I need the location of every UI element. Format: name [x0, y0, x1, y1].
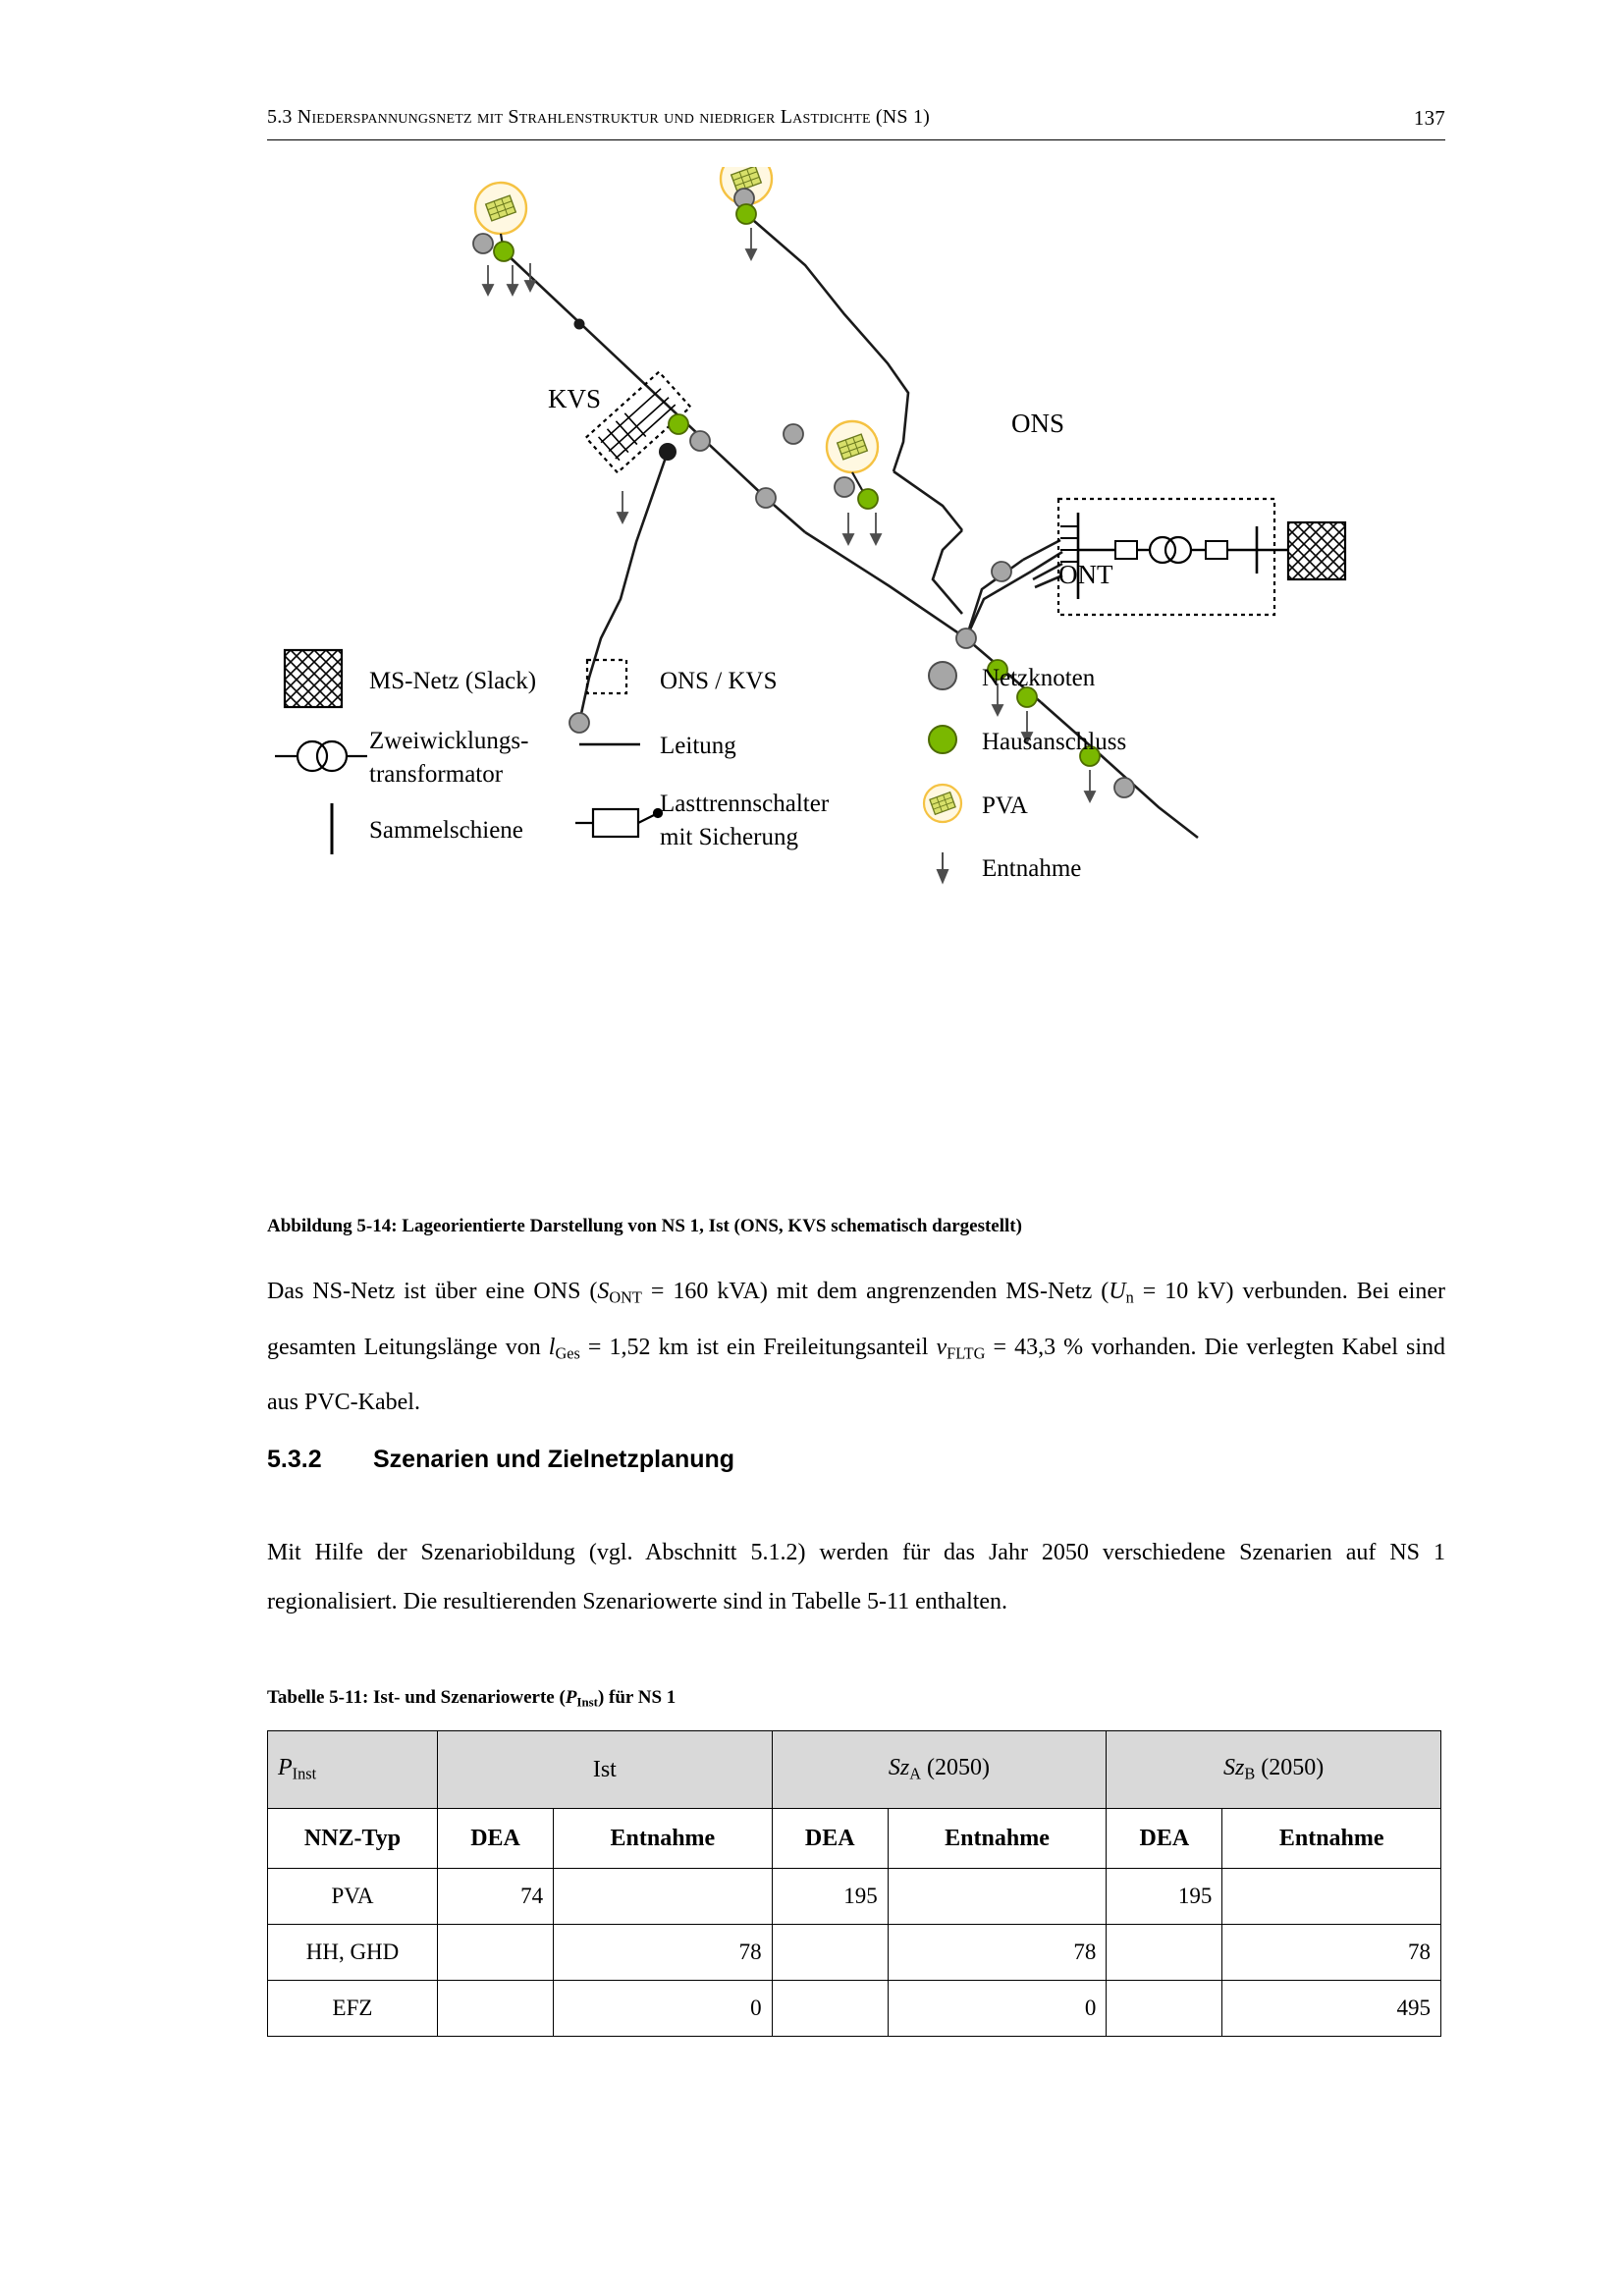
ons-box — [1058, 499, 1288, 615]
corner-sub: Inst — [292, 1764, 317, 1783]
legend-two-winding-transformer-icon — [275, 741, 367, 771]
p1-l-sub: Ges — [555, 1343, 580, 1363]
group-szb-sub: B — [1244, 1764, 1256, 1783]
kvs-terminal — [659, 443, 677, 461]
entnahme-arrow-top — [746, 228, 756, 259]
table-scenario-values — [267, 1730, 1441, 2037]
table-row — [268, 1925, 1441, 1981]
subheader-nnz-typ: NNZ-Typ — [268, 1809, 438, 1869]
legend-label-ons-kvs: ONS / KVS — [660, 668, 778, 694]
legend-label-lasttrennschalter-2: mit Sicherung — [660, 824, 798, 850]
legend-grey-circle-icon — [929, 662, 956, 689]
hausanschluss — [736, 204, 756, 224]
cell-sza-dea — [772, 1981, 888, 2037]
p1-l-sym: l — [548, 1334, 556, 1360]
legend-label-pva: PVA — [982, 793, 1028, 819]
legend-green-circle-icon — [929, 726, 956, 753]
tc-t1: Tabelle 5-11: Ist- und Szenariowerte ( — [267, 1687, 566, 1708]
netzknoten — [569, 713, 589, 733]
corner-sym: P — [278, 1755, 293, 1781]
cell-ist-ent — [554, 1869, 773, 1925]
p1-v-sym: v — [936, 1334, 947, 1360]
figure-legend — [275, 650, 1126, 882]
cell-ist-ent: 78 — [554, 1925, 773, 1981]
table-row — [268, 1981, 1441, 2037]
section-heading-5-3-2 — [267, 1446, 1445, 1474]
figure-network-diagram — [255, 167, 1394, 1208]
netzknoten — [690, 431, 710, 451]
hausanschluss — [858, 489, 878, 509]
table-group-ist — [438, 1731, 773, 1809]
legend-label-transformer-2: transformator — [369, 761, 504, 788]
entnahme-arrows-upper-left — [483, 263, 535, 295]
subheader-entnahme-sza: Entnahme — [888, 1809, 1107, 1869]
cell-sza-dea: 195 — [772, 1869, 888, 1925]
p1-s-sym: S — [597, 1279, 610, 1304]
tc-p-sym: P — [565, 1687, 577, 1708]
group-sza-suffix: (2050) — [921, 1755, 991, 1781]
subheader-dea-sza: DEA — [772, 1809, 888, 1869]
table-caption — [267, 1687, 1445, 1711]
p1-t5: = 43,3 % vorhanden. Die verlegten Kabel sind aus PVC-Kabel. — [267, 1334, 1446, 1416]
cell-sza-ent: 78 — [888, 1925, 1107, 1981]
tc-p-sub: Inst — [576, 1694, 598, 1710]
cell-type: PVA — [268, 1869, 438, 1925]
running-head-section: 5.3 Niederspannungsnetz mit Strahlenstruktur und niedriger Lastdichte (NS 1) — [267, 106, 931, 128]
cell-szb-dea: 195 — [1107, 1869, 1222, 1925]
table-group-sza — [772, 1731, 1107, 1809]
legend-label-hausanschluss: Hausanschluss — [982, 729, 1127, 755]
cell-sza-dea — [772, 1925, 888, 1981]
table-group-szb — [1107, 1731, 1441, 1809]
table-group-header-row — [268, 1731, 1441, 1809]
cell-type: EFZ — [268, 1981, 438, 2037]
legend-switch-fuse-icon — [575, 809, 662, 837]
entnahme-arrows-middle — [843, 513, 881, 544]
netzknoten — [992, 562, 1011, 581]
netzknoten — [956, 629, 976, 648]
group-sza-sub: A — [909, 1764, 922, 1783]
legend-label-transformer-1: Zweiwicklungs- — [369, 728, 529, 754]
cell-ist-dea — [438, 1925, 554, 1981]
group-ist-label: Ist — [592, 1756, 617, 1782]
table-subheader-row — [268, 1809, 1441, 1869]
cell-ist-dea — [438, 1981, 554, 2037]
cell-szb-ent: 78 — [1222, 1925, 1441, 1981]
group-szb-suffix: (2050) — [1255, 1755, 1325, 1781]
tc-t2: ) für NS 1 — [597, 1687, 677, 1708]
subheader-dea-ist: DEA — [438, 1809, 554, 1869]
p1-v-sub: FLTG — [947, 1343, 986, 1363]
cell-sza-ent — [888, 1869, 1107, 1925]
group-sza-label: Sz — [888, 1755, 910, 1781]
cell-type: HH, GHD — [268, 1925, 438, 1981]
cell-szb-ent — [1222, 1869, 1441, 1925]
legend-label-ms-netz: MS-Netz (Slack) — [369, 668, 537, 694]
netzknoten — [835, 477, 854, 497]
cell-szb-ent: 495 — [1222, 1981, 1441, 2037]
figure-caption: Abbildung 5-14: Lageorientierte Darstellung von NS 1, Ist (ONS, KVS schematisch dargestellt) — [267, 1216, 1022, 1236]
netzknoten — [473, 234, 493, 253]
p1-t1: Das NS-Netz ist über eine ONS ( — [267, 1279, 598, 1304]
group-szb-label: Sz — [1223, 1755, 1245, 1781]
kvs-label: KVS — [548, 384, 602, 413]
netzknoten — [1114, 778, 1134, 797]
cell-szb-dea — [1107, 1981, 1222, 2037]
legend-label-netzknoten: Netzknoten — [982, 665, 1096, 691]
ms-netz-slack — [1288, 522, 1345, 579]
p1-t3: = 10 kV) verbunden. Bei einer gesamten Leitungslänge von — [267, 1279, 1445, 1360]
ons-label: ONS — [1011, 409, 1065, 438]
table-row — [268, 1869, 1441, 1925]
hausanschluss — [494, 242, 514, 261]
line-junction-dot — [574, 319, 585, 330]
subheader-dea-szb: DEA — [1107, 1809, 1222, 1869]
legend-hatched-square-icon — [285, 650, 342, 707]
p1-t4: = 1,52 km ist ein Freileitungsanteil — [579, 1334, 937, 1360]
paragraph-network-description — [267, 1267, 1445, 1427]
legend-label-sammelschiene: Sammelschiene — [369, 817, 523, 844]
page-number: 137 — [1413, 106, 1445, 130]
heading-title: Szenarien und Zielnetzplanung — [373, 1446, 735, 1473]
legend-label-leitung: Leitung — [660, 733, 736, 759]
legend-label-entnahme: Entnahme — [982, 855, 1082, 882]
cell-sza-ent: 0 — [888, 1981, 1107, 2037]
table-scenario-values-wrapper — [267, 1730, 1441, 2037]
legend-arrow-down-icon — [938, 852, 947, 882]
legend-label-lasttrennschalter-1: Lasttrennschalter — [660, 791, 830, 817]
p1-u-sym: U — [1109, 1279, 1126, 1304]
p1-u-sub: n — [1125, 1287, 1134, 1307]
table-corner-cell — [268, 1731, 438, 1809]
ont-label: ONT — [1058, 560, 1113, 589]
legend-pv-module-icon — [924, 785, 961, 822]
cell-szb-dea — [1107, 1925, 1222, 1981]
hausanschluss — [669, 414, 688, 434]
heading-number: 5.3.2 — [267, 1446, 322, 1473]
p1-s-sub: ONT — [609, 1287, 642, 1307]
paragraph-scenarios: Mit Hilfe der Szenariobildung (vgl. Abschnitt 5.1.2) werden für das Jahr 2050 verschiedene Szenarien auf NS 1 regionalisiert. Die resultierenden Szenariowerte sind in Tabelle 5-11 enthalten. — [267, 1540, 1445, 1614]
running-head — [267, 106, 1445, 129]
netzknoten — [756, 488, 776, 508]
subheader-entnahme-szb: Entnahme — [1222, 1809, 1441, 1869]
subheader-entnahme-ist: Entnahme — [554, 1809, 773, 1869]
cell-ist-dea: 74 — [438, 1869, 554, 1925]
header-rule — [267, 139, 1445, 140]
p1-t2: = 160 kVA) mit dem angrenzenden MS-Netz ( — [641, 1279, 1110, 1304]
entnahme-arrow-kvs — [618, 491, 627, 522]
cell-ist-ent: 0 — [554, 1981, 773, 2037]
netzknoten — [784, 424, 803, 444]
